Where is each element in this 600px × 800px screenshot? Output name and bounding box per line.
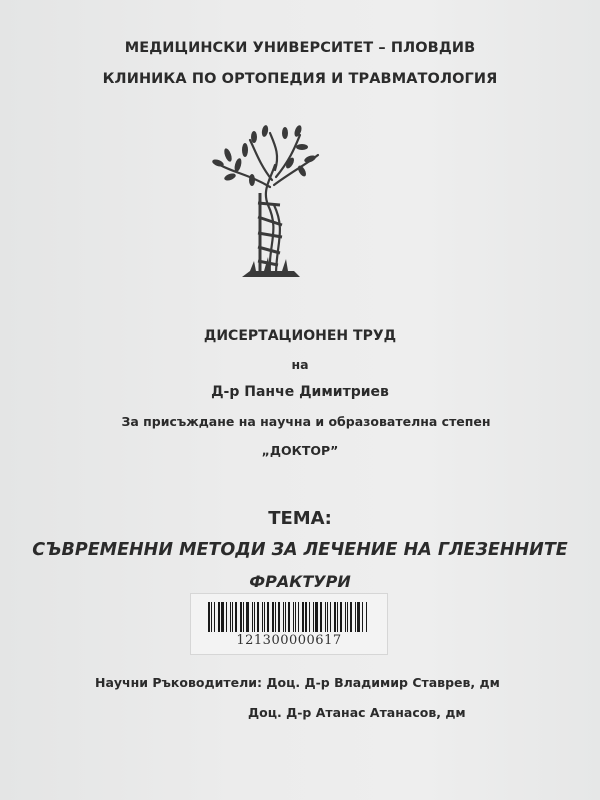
barcode-bar <box>357 602 360 632</box>
supervisor-first: Доц. Д-р Владимир Ставрев, дм <box>266 675 500 690</box>
barcode-bar <box>340 602 342 632</box>
barcode-bar <box>252 602 253 632</box>
author-name: Д-р Панче Димитриев <box>211 384 389 400</box>
barcode-bar <box>275 602 276 632</box>
barcode-bar <box>226 602 227 632</box>
university-name: МЕДИЦИНСКИ УНИВЕРСИТЕТ – ПЛОВДИВ <box>124 40 476 56</box>
work-type: ДИСЕРТАЦИОНЕН ТРУД <box>203 328 397 344</box>
barcode-bar <box>243 602 244 632</box>
degree-purpose: За присъждане на научна и образователна степен <box>121 414 491 429</box>
barcode-bar <box>278 602 281 632</box>
barcode-bar <box>305 602 307 632</box>
barcode-bar <box>295 602 296 632</box>
supervisor-second: Доц. Д-р Атанас Атанасов, дм <box>248 705 466 720</box>
of-label: на <box>291 357 309 372</box>
barcode-bar <box>298 602 299 632</box>
barcode-bar <box>366 602 367 632</box>
barcode-bar <box>320 602 322 632</box>
barcode-bar <box>362 602 363 632</box>
barcode-bar <box>235 602 237 632</box>
barcode-bar <box>230 602 231 632</box>
barcode-bar <box>309 602 310 632</box>
barcode-bar <box>267 602 269 632</box>
barcode-number: 121300000617 <box>236 633 342 648</box>
barcode-bar <box>355 602 356 632</box>
barcode-bar <box>262 602 263 632</box>
topic-label: ТЕМА: <box>268 508 332 529</box>
barcode-bar <box>211 602 212 632</box>
barcode-bar <box>218 602 220 632</box>
barcode-bar <box>214 602 215 632</box>
barcode-bar <box>330 602 331 632</box>
barcode-bar <box>302 602 304 632</box>
barcode-bars <box>208 602 368 632</box>
clinic-name: КЛИНИКА ПО ОРТОПЕДИЯ И ТРАВМАТОЛОГИЯ <box>102 71 498 87</box>
barcode-bar <box>293 602 294 632</box>
barcode-bar <box>334 602 336 632</box>
barcode-bar <box>254 602 255 632</box>
barcode-bar <box>221 602 224 632</box>
barcode-bar <box>327 602 328 632</box>
topic-title-line1: СЪВРЕМЕННИ МЕТОДИ ЗА ЛЕЧЕНИЕ НА ГЛЕЗЕННИТЕ <box>32 540 568 560</box>
supervisors-line1 <box>95 675 500 690</box>
supervisors-label: Научни Ръководители: <box>95 675 262 690</box>
barcode-bar <box>350 602 352 632</box>
barcode-bar <box>272 602 274 632</box>
topic-title-line2: ФРАКТУРИ <box>249 572 351 591</box>
barcode-bar <box>283 602 284 632</box>
barcode-bar <box>337 602 338 632</box>
barcode-bar <box>315 602 318 632</box>
barcode-bar <box>347 602 348 632</box>
barcode-bar <box>313 602 314 632</box>
tree-with-stake-icon <box>190 125 320 285</box>
barcode-bar <box>240 602 242 632</box>
degree-name: „ДОКТОР” <box>261 443 339 458</box>
barcode-bar <box>288 602 290 632</box>
barcode-bar <box>208 602 210 632</box>
barcode-bar <box>345 602 346 632</box>
barcode-bar <box>246 602 249 632</box>
barcode-bar <box>264 602 265 632</box>
barcode-bar <box>257 602 259 632</box>
barcode-bar <box>285 602 286 632</box>
barcode-bar <box>232 602 233 632</box>
barcode-bar <box>325 602 326 632</box>
barcode-label <box>190 593 388 655</box>
